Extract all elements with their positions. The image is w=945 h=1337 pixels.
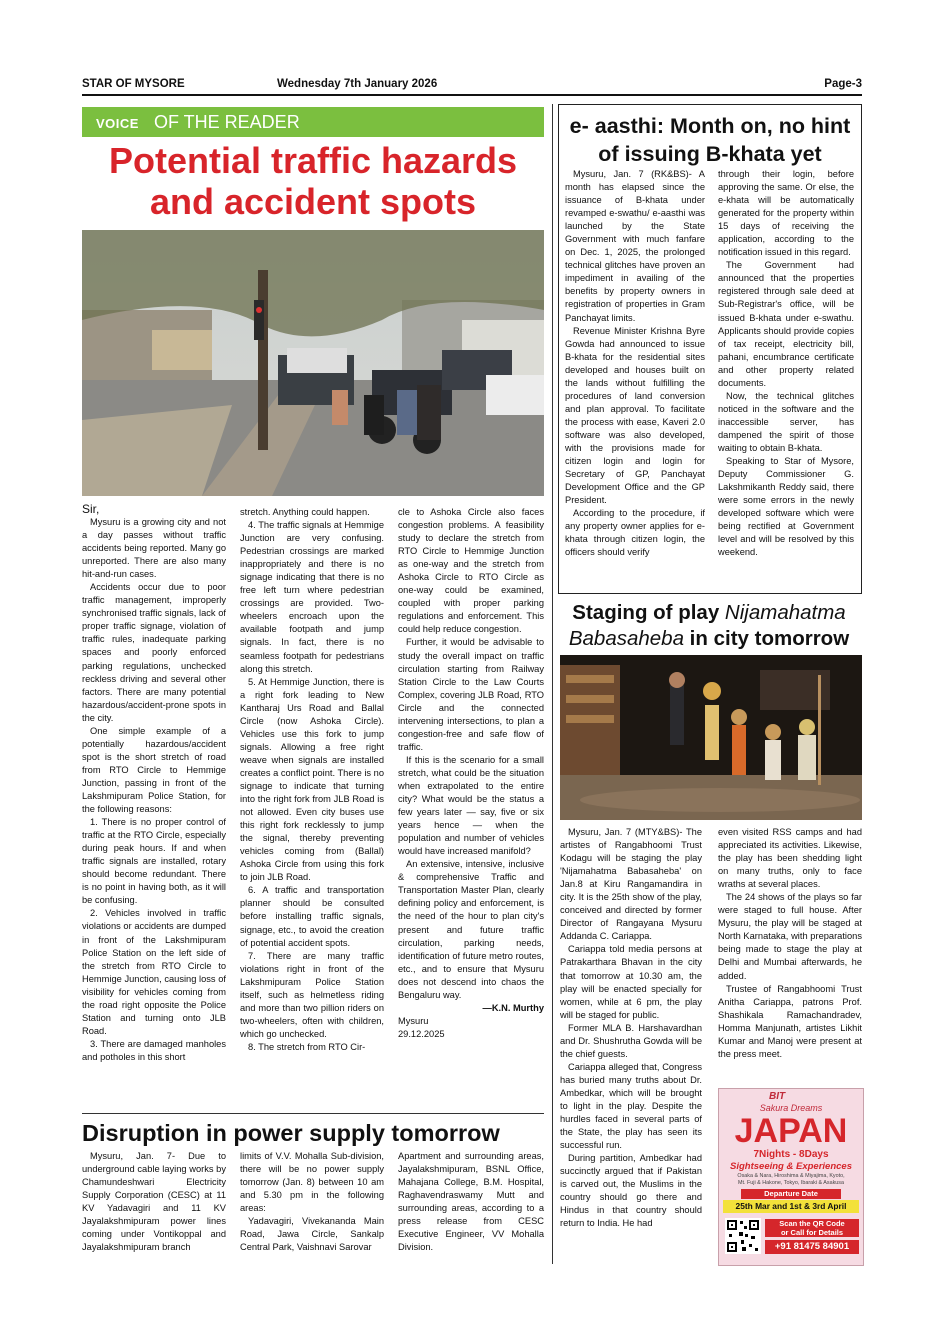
ad-departure-label: Departure Date bbox=[741, 1189, 841, 1199]
voice-banner bbox=[82, 107, 544, 137]
issue-date: Wednesday 7th January 2026 bbox=[277, 78, 438, 90]
power-col-1: Mysuru, Jan. 7- Due to underground cable laying works by Chamundeshwari Electricity Supply Corporation (CESC) at 11 KV Yadavagiri and 11 KV Jayalakshmipuram power lines coming under Vontikoppal and Jayalakshmipuram branch bbox=[82, 1151, 226, 1253]
page-header bbox=[82, 78, 862, 92]
japan-travel-ad[interactable] bbox=[718, 1088, 864, 1266]
ad-brand-logo: BIT bbox=[769, 1091, 786, 1102]
header-rule bbox=[82, 94, 862, 96]
ad-phone-number[interactable]: +91 81475 84901 bbox=[765, 1240, 859, 1254]
ad-scan-text: Scan the QR Code or Call for Details bbox=[765, 1219, 859, 1237]
ad-departure-dates: 25th Mar and 1st & 3rd April bbox=[723, 1200, 859, 1213]
voice-kicker: VOICE bbox=[96, 116, 139, 131]
letter-date: 29.12.2025 bbox=[398, 1028, 445, 1039]
voice-col-2: stretch. Anything could happen. 4. The traffic signals at Hemmige Junction are very confusing. Pedestrian crossings are marked inappropriately and there is no signage indicating that there is no free left turn where pedestrian crossings are provided. Two-wheelers encroach upon the available footpath and jump signals. In fact, there is no seamless footpath for pedestrians along this stretch. 5. At Hemmige Junction, there is a right fork leading to New Kantharaj Urs Road and Ballal Circle (now Ashoka Circle). Vehicles use this fork to jump signals. Allowing a free right weave when signals are installed creates a conflict point. There is no signage to indicate that turning into the right fork from JLB Road is not allowed. Even city buses use this right fork recklessly to jump the signal, thereby preventing vehicles coming from (Ballal) Ashoka Circle from using this fork to join JLB Road. 6. A traffic and transportation planner should be consulted before installing traffic signals, signage, etc., to avoid the creation of potential accident spots. 7. There are many traffic violations right in front of the Lakshmipuram Police Station itself, such as helmetless riding and more than two pillion riders on two-wheelers, often with children, which go unchecked. 8. The stretch from RTO Cir- bbox=[240, 507, 385, 1052]
page-number: Page-3 bbox=[824, 78, 862, 90]
ad-country: JAPAN bbox=[734, 1112, 848, 1150]
letter-signature: —K.N. Murthy bbox=[482, 1002, 544, 1013]
ad-qr-code[interactable] bbox=[725, 1218, 761, 1254]
voice-bottom-rule bbox=[82, 1113, 544, 1114]
paper-name: STAR OF MYSORE bbox=[82, 78, 185, 90]
ad-places: Osaka & Nara, Hiroshima & Miyajima, Kyoto, Mt. Fuji & Hakone, Tokyo, Ibaraki & Asakusa bbox=[737, 1173, 845, 1186]
power-col-2: limits of V.V. Mohalla Sub-division, there will be no power supply tomorrow (Jan. 8) between 10 am and 5.30 pm in the following areas: Yadavagiri, Vivekananda Main Road, Jawa Circle, Sankalp Central Park, Vaishnavi Sarovar bbox=[240, 1151, 384, 1253]
ad-tagline: Sakura Dreams bbox=[759, 1103, 823, 1113]
power-col-3: Apartment and surrounding areas, Jayalakshmipuram, BSNL Office, Mahajana College, B.M. Hospital, Raghavendraswamy Mutt and surrounding areas, according to a press release from CESC Executive Engineer, VV Mohalla Division. bbox=[398, 1151, 544, 1253]
letter-place: Mysuru bbox=[398, 1015, 429, 1026]
play-col-2: even visited RSS camps and had appreciated its activities. Likewise, the play has been shedding light on many truths, only to face wraths at several places. The 24 shows of the plays so far were staged to full house. After Mysuru, the play will be staged at North Karnataka, with preparations being made to stage the play at Delhi and Mumbai afterwards, he added. Trustee of Rangabhoomi Trust Anitha Cariappa, patrons Prof. Shashikala Ramachandradev, Homma Manjunath, artistes Likhit Kumar and Manoj were present at the press meet. bbox=[718, 827, 862, 1059]
traffic-photo bbox=[82, 230, 544, 496]
ad-duration: 7Nights - 8Days bbox=[753, 1149, 829, 1160]
voice-headline: Potential traffic hazards and accident spots bbox=[108, 140, 518, 222]
voice-col-3: cle to Ashoka Circle also faces congestion problems. A feasibility study to declare the stretch from RTO Circle to Hemmige Junction as one-way and the stretch from Ashoka Circle to RTO Circle as one-way could be examined, coupled with proper parking regulations and enforcement. This could help reduce congestion. Further, it would be advisable to study the overall impact on traffic circulation starting from Railway Station Circle to the Law Courts Complex, covering JLB Road, RTO Circle and the connected intervening intersections, to plan a congestion-free and safe flow of traffic. If this is the scenario for a small stretch, what could be the situation when extrapolated to the entire city? What would be the status a few years later — say, five or six years hence — when the population and number of vehicles would have increased manifold? An extensive, intensive, inclusive & comprehensive Traffic and Transportation Master Plan, clearly defining policy and enforcement, is the need of the hour to plan city's present and future traffic circulation, parking needs, identification of future metro routes, etc., and to ensure that Mysuru does not descend into chaos the Bengaluru way. —K.N. Murthy Mysuru 29.12.2025 bbox=[398, 506, 544, 1041]
play-headline: Staging of play Nijamahatma Babasaheba in city tomorrow bbox=[568, 601, 850, 650]
reader-kicker: OF THE READER bbox=[154, 112, 300, 132]
power-headline: Disruption in power supply tomorrow bbox=[82, 1120, 500, 1146]
play-photo bbox=[560, 655, 862, 820]
eaasthi-headline: e- aasthi: Month on, no hint of issuing B-khata yet bbox=[569, 114, 851, 166]
salutation: Sir, bbox=[82, 502, 100, 516]
play-col-1: Mysuru, Jan. 7 (MTY&BS)- The artistes of Rangabhoomi Trust Kodagu will be staging the play 'Nijamahatma Babasaheba' on Jan.8 at Kiru Rangamandira in city. It is the 25th show of the play, conceived and directed by former Director of Rangayana Mysuru Addanda C. Cariappa. Cariappa told media persons at Patrakarthara Bhavan in the city that tomorrow at 10.30 am, the play will be enacted specially for women, while at 6 pm, the play will be staged for public. Former MLA B. Harshavardhan and Dr. Shushrutha Gowda will be the chief guests. Cariappa alleged that, Congress has buried many truths about Dr. Ambedkar, which will be brought to light in the play. Despite the hurdles faced in several parts of the State, the play has seen its successful run. During partition, Ambedkar had succinctly argued that if Pakistan is carved out, the Muslims in the country should go there and Hindus in that country should return to India. He had bbox=[560, 827, 702, 1229]
eaasthi-col-1: Mysuru, Jan. 7 (RK&BS)- A month has elapsed since the issuance of B-khata under revamped e-swathu/ e-aasthi was launched by the State Government with much fanfare on Dec. 1, 2025, the prolonged technical glitches have proven an impediment in availing of the benefits by property owners in registration of properties in Gram Panchayat limits. Revenue Minister Krishna Byre Gowda had announced to issue B-khata for the residential sites developed and houses built on the lands without fulfilling the procedures of land conversion and plan approval. To facilitate the process with ease, Kaveri 2.0 software was also developed, with the provisions made for citizen login and login for Secretary of GP, Panchayat Development Office and the GP President. According to the procedure, if any property owner applies for e-khata through citizen login, the officers should verify bbox=[565, 169, 705, 558]
voice-col-1: Sir, Mysuru is a growing city and not a day passes without traffic accidents being reported. Many go unreported. There are also many hit-and-run cases. Accidents occur due to poor traffic management, improperly synchronised traffic signals, lack of proper traffic signage, violation of traffic rules, inadequate parking spaces and poorly enforced parking regulations, unchecked reckless driving and several other factors. There are many potential hazardous/accident-prone spots in the city. One simple example of a potentially hazardous/accident spot is the short stretch of road from RTO Circle to Hemmige Junction, passing in front of the Lakshmipuram Police Station, for the following reasons: 1. There is no proper control of traffic at the RTO Circle, especially during peak hours. If and when traffic signals are installed, rotary should become redundant. There is no point in having both, as it will be confusing. 2. Vehicles involved in traffic violations or accidents are dumped in front of the Lakshmipuram Police Station on the left side of the stretch from RTO Circle to Hemmige Junction, causing loss of visibility for vehicles coming from the road right opposite the Police Station and turning onto JLB Road. 3. There are damaged manholes and potholes in this short bbox=[82, 502, 226, 1062]
column-divider bbox=[552, 104, 553, 1264]
ad-subtitle: Sightseeing & Experiences bbox=[730, 1161, 852, 1172]
eaasthi-col-2: through their login, before approving the same. Or else, the e-khata will be automatically generated for the property within 15 days of receiving the application, according to the notification issued in this regard. The Government had announced that the properties registered through sale deed at Sub-Registrar's office, will be issued B-khata under e-swathu. Applicants should provide copies of tax receipt, electricity bill, pahani, encumbrance certificate and other property related documents. Now, the technical glitches noticed in the software and the inaccessible server, has dampened the spirit of those waiting to obtain B-khata. Speaking to Star of Mysore, Deputy Commissioner G. Lakshmikanth Reddy said, there were some errors in the newly developed software which were being rectified at Government level and will be resolved by this weekend. bbox=[718, 169, 854, 558]
